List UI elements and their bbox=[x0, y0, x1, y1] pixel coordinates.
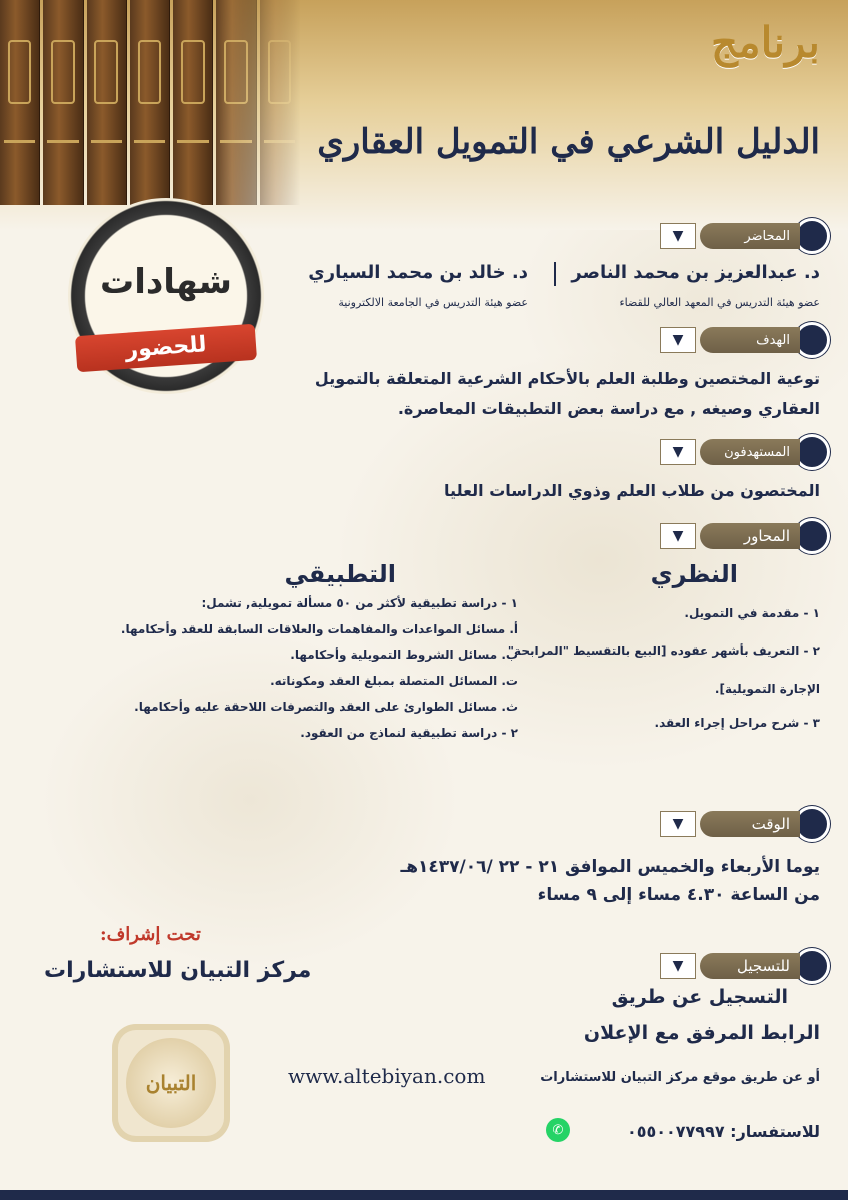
triangle-down-icon: ▼ bbox=[660, 953, 696, 979]
section-audience-header bbox=[660, 434, 830, 470]
applied-item-6: ٢ - دراسة تطبيقية لنماذج من العقود. bbox=[300, 726, 518, 740]
inquiry-phone: للاستفسار: ٠٥٥٠٠٧٧٩٩٧ bbox=[626, 1122, 820, 1141]
supervision-label: تحت إشراف: bbox=[100, 924, 201, 945]
goal-line-2: العقاري وصيغه , مع دراسة بعض التطبيقات المعاصرة. bbox=[397, 399, 820, 418]
triangle-down-icon: ▼ bbox=[660, 439, 696, 465]
section-axes-label: المحاور bbox=[700, 523, 800, 549]
section-goal-header bbox=[660, 322, 830, 358]
certificate-badge bbox=[68, 198, 264, 394]
registration-line-2: الرابط المرفق مع الإعلان bbox=[583, 1022, 820, 1044]
section-registration-header bbox=[660, 948, 830, 984]
lecturer-divider bbox=[554, 262, 556, 286]
theory-item-4: ٣ - شرح مراحل إجراء العقد. bbox=[654, 716, 820, 730]
lecturer-1-role: عضو هيئة التدريس في المعهد العالي للقضاء bbox=[619, 296, 820, 309]
section-time-label: الوقت bbox=[700, 811, 800, 837]
applied-item-5: ث. مسائل الطوارئ على العقد والتصرفات اللاحقة عليه وأحكامها. bbox=[134, 700, 518, 714]
section-audience-label: المستهدفون bbox=[700, 439, 800, 465]
theory-item-3: الإجارة التمويلية]. bbox=[714, 682, 820, 696]
page-title: الدليل الشرعي في التمويل العقاري bbox=[317, 122, 820, 162]
applied-item-3: ب. مسائل الشروط التمويلية وأحكامها. bbox=[290, 648, 518, 662]
theory-title: النظري bbox=[650, 560, 738, 588]
audience-text: المختصون من طلاب العلم وذوي الدراسات العليا bbox=[444, 481, 820, 500]
time-line-2: من الساعة ٤.٣٠ مساء إلى ٩ مساء bbox=[537, 885, 820, 905]
books-photo bbox=[0, 0, 300, 205]
applied-item-2: أ. مسائل المواعدات والمفاهمات والعلاقات السابقة للعقد وأحكامها. bbox=[120, 622, 518, 636]
theory-item-2: ٢ - التعريف بأشهر عقوده [البيع بالتقسيط "المرابحة" bbox=[507, 644, 820, 658]
triangle-down-icon: ▼ bbox=[660, 523, 696, 549]
triangle-down-icon: ▼ bbox=[660, 811, 696, 837]
registration-site-url[interactable]: www.altebiyan.com bbox=[288, 1064, 486, 1088]
lecturer-2-role: عضو هيئة التدريس في الجامعة الالكترونية bbox=[338, 296, 528, 309]
altebiyan-logo bbox=[112, 1024, 230, 1142]
registration-line-1: التسجيل عن طريق bbox=[611, 986, 788, 1008]
section-registration-label: للتسجيل bbox=[700, 953, 800, 979]
applied-item-4: ت. المسائل المتصلة بمبلغ العقد ومكوناته. bbox=[270, 674, 518, 688]
registration-site-text: أو عن طريق موقع مركز التبيان للاستشارات bbox=[540, 1070, 820, 1085]
badge-ribbon: للحضور bbox=[75, 324, 257, 372]
applied-title: التطبيقي bbox=[284, 560, 396, 588]
section-lecturer-header bbox=[660, 218, 830, 254]
whatsapp-icon: ✆ bbox=[546, 1118, 570, 1142]
program-label: برنامج bbox=[711, 18, 820, 67]
section-goal-label: الهدف bbox=[700, 327, 800, 353]
lecturer-2-name: د. خالد بن محمد السياري bbox=[308, 262, 528, 283]
logo-emblem: التبيان bbox=[126, 1038, 216, 1128]
lecturer-1-name: د. عبدالعزيز بن محمد الناصر bbox=[571, 262, 820, 283]
footer-bar bbox=[0, 1190, 848, 1200]
theory-item-1: ١ - مقدمة في التمويل. bbox=[684, 606, 820, 620]
section-lecturer-label: المحاضر bbox=[700, 223, 800, 249]
time-line-1: يوما الأربعاء والخميس الموافق ٢١ - ٢٢ /١٤٣٧/٠٦هـ bbox=[400, 857, 820, 877]
badge-title: شهادات bbox=[100, 262, 232, 302]
supervision-center: مركز التبيان للاستشارات bbox=[44, 958, 312, 983]
applied-item-1: ١ - دراسة تطبيقية لأكثر من ٥٠ مسألة تمويلية, تشمل: bbox=[201, 596, 518, 610]
triangle-down-icon: ▼ bbox=[660, 223, 696, 249]
section-time-header bbox=[660, 806, 830, 842]
goal-line-1: توعية المختصين وطلبة العلم بالأحكام الشرعية المتعلقة بالتمويل bbox=[314, 369, 820, 388]
section-axes-header bbox=[660, 518, 830, 554]
triangle-down-icon: ▼ bbox=[660, 327, 696, 353]
